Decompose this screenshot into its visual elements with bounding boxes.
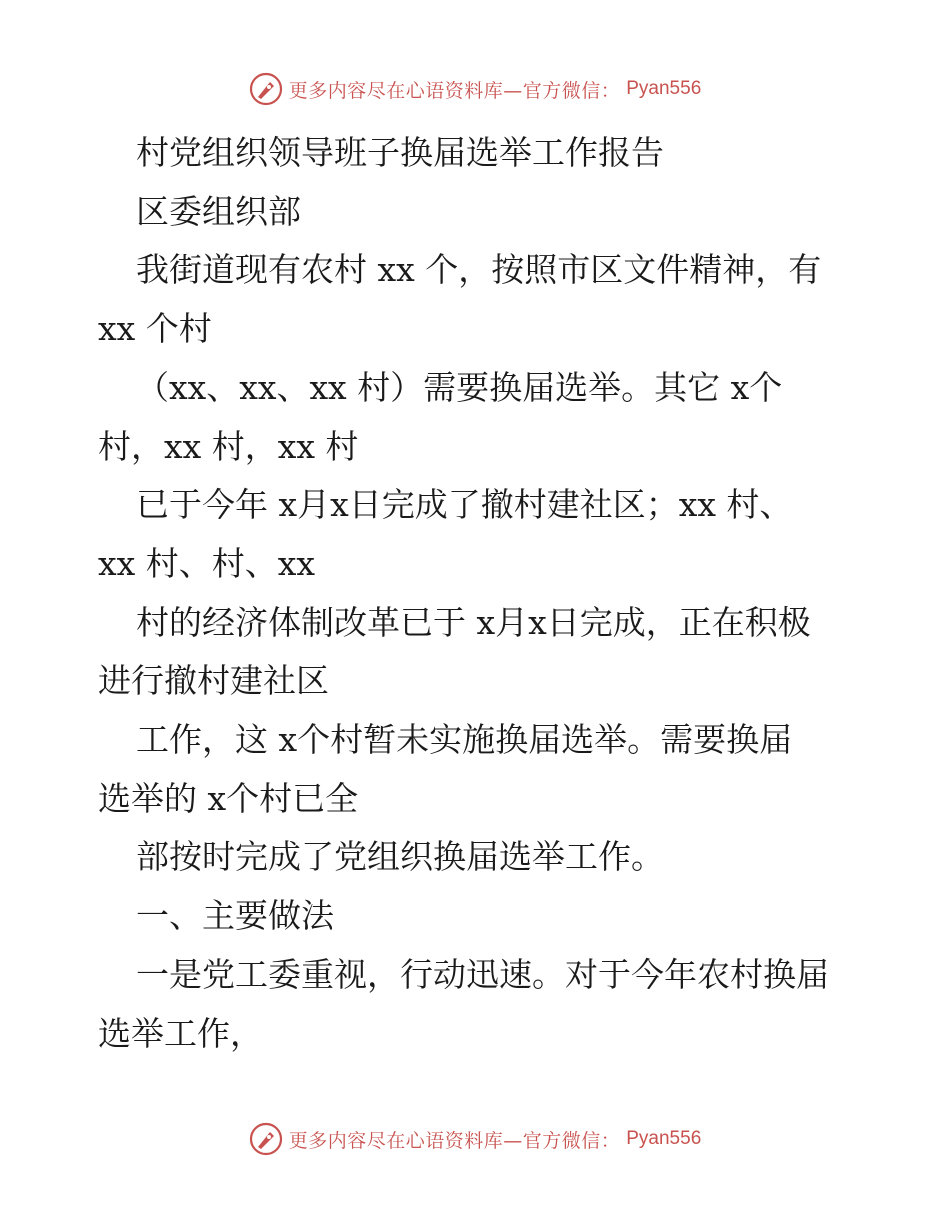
document-body <box>98 124 868 1063</box>
pen-nib-logo-icon <box>249 72 283 106</box>
document-line: 村，xx 村，xx 村 <box>98 426 359 466</box>
watermark-wechat-id: Pyan556 <box>626 78 702 99</box>
document-line: （xx、xx、xx 村）需要换届选举。其它 x个 <box>136 367 783 407</box>
document-line: 选举的 x个村已全 <box>98 778 359 818</box>
header-watermark <box>0 72 950 106</box>
watermark-text: 更多内容尽在心语资料库—官方微信： <box>288 1129 621 1152</box>
document-line: xx 村、村、xx <box>98 543 315 583</box>
document-line: 村党组织领导班子换届选举工作报告 <box>136 133 664 172</box>
document-line: 已于今年 x月x日完成了撤村建社区；xx 村、 <box>136 485 793 525</box>
watermark-text: 更多内容尽在心语资料库—官方微信： <box>288 79 621 102</box>
footer-watermark <box>0 1122 950 1156</box>
document-line: 一是党工委重视，行动迅速。对于今年农村换届 <box>136 954 829 994</box>
document-line: xx 个村 <box>98 309 212 349</box>
pen-nib-logo-icon <box>249 1122 283 1156</box>
document-line: 我街道现有农村 xx 个，按照市区文件精神，有 <box>136 250 822 290</box>
document-line: 区委组织部 <box>136 191 301 231</box>
document-line: 工作，这 x个村暂未实施换届选举。需要换届 <box>136 720 793 760</box>
document-line: 一、主要做法 <box>136 896 334 936</box>
document-line: 进行撤村建社区 <box>98 661 329 701</box>
document-line: 部按时完成了党组织换届选举工作。 <box>136 837 664 877</box>
watermark-wechat-id: Pyan556 <box>626 1128 702 1149</box>
document-line: 村的经济体制改革已于 x月x日完成，正在积极 <box>136 602 811 642</box>
document-line: 选举工作， <box>98 1013 263 1053</box>
